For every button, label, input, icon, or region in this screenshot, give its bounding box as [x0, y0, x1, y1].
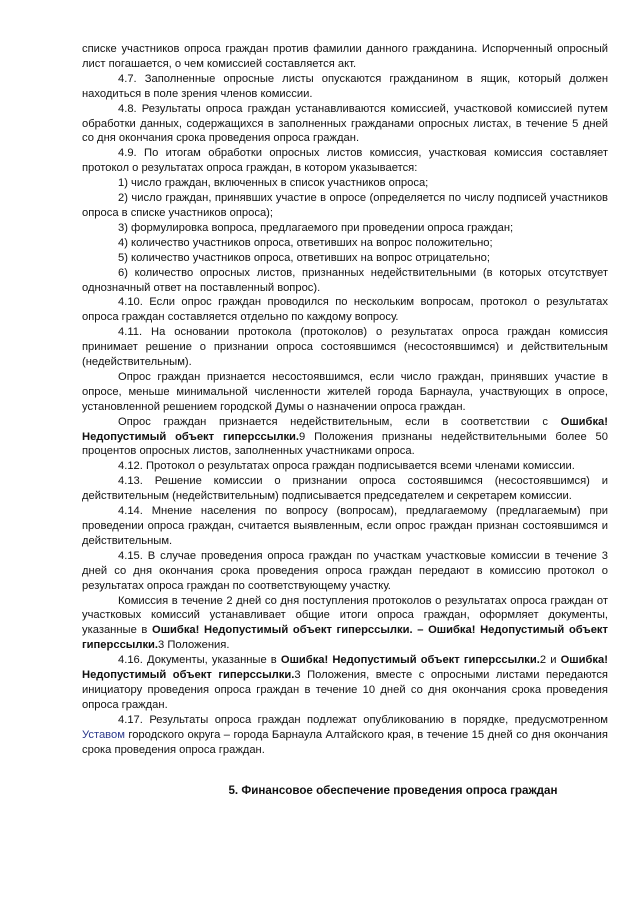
paragraph	[82, 415, 608, 460]
broken-hyperlink-text: Ошибка! Недопустимый объект гиперссылки. – Ошибка! Недопустимый объект гиперссылки.	[82, 624, 608, 652]
document-body	[82, 42, 608, 758]
paragraph-text: 4.11. На основании протокола (протоколов) о результатах опроса граждан комиссия принимает решение о признании опроса состоявшимся (несостоявшимся) и действительным (недействительным).	[82, 326, 608, 369]
paragraph	[82, 459, 608, 474]
paragraph-text: 4.16. Документы, указанные в	[118, 654, 281, 667]
paragraph-text: Комиссия в течение 2 дней со дня поступления протоколов о результатах опроса граждан от участковых комиссий устанавливает общие итоги опроса граждан, оформляет документы, указанные в	[82, 594, 608, 637]
section-heading: 5. Финансовое обеспечение проведения опроса граждан	[228, 783, 558, 797]
paragraph	[82, 191, 608, 221]
paragraph-text: 3 Положения, вместе с опросными листами передаются инициатору проведения опроса граждан в течение 10 дней со дня окончания срока проведения опроса граждан.	[82, 669, 608, 711]
paragraph	[82, 653, 608, 713]
paragraph	[82, 325, 608, 370]
paragraph-text: 2) число граждан, принявших участие в опросе (определяется по числу подписей участников опроса в списке участников опроса);	[82, 192, 608, 219]
charter-link[interactable]: Уставом	[82, 728, 125, 741]
paragraph-text: 4.8. Результаты опроса граждан устанавливаются комиссией, участковой комиссией путем обработки данных, содержащихся в заполненных гражданами опросных листах, в течение 5 дней со дня окончания срока проведения опроса граждан.	[82, 102, 608, 145]
paragraph-text: 4.15. В случае проведения опроса граждан по участкам участковые комиссии в течение 3 дней со дня окончания срока проведения опроса граждан передают в комиссию протокол о результатах опроса граждан по соответствующему участку.	[82, 549, 608, 592]
paragraph-text: Опрос граждан признается недействительным, если в соответствии с	[118, 415, 561, 428]
paragraph	[82, 370, 608, 415]
paragraph	[82, 549, 608, 594]
paragraph-text: 4.9. По итогам обработки опросных листов комиссия, участковая комиссия составляет протокол о результатах опроса граждан, в котором указывается:	[82, 147, 608, 175]
paragraph	[82, 474, 608, 504]
paragraph	[82, 221, 608, 236]
broken-hyperlink-text: Ошибка! Недопустимый объект гиперссылки.	[82, 654, 608, 682]
paragraph-text: 4.10. Если опрос граждан проводился по нескольким вопросам, протокол о результатах опроса граждан составляется отдельно по каждому вопросу.	[82, 296, 608, 324]
paragraph-text: 4) количество участников опроса, ответивших на вопрос положительно;	[118, 236, 493, 249]
paragraph	[82, 266, 608, 296]
broken-hyperlink-text: Ошибка! Недопустимый объект гиперссылки.	[280, 654, 540, 667]
paragraph-text: 4.12. Протокол о результатах опроса граждан подписывается всеми членами комиссии.	[118, 460, 575, 473]
paragraph	[82, 146, 608, 176]
paragraph-text: 4.14. Мнение населения по вопросу (вопросам), предлагаемому (предлагаемым) при проведении опроса граждан, считается выявленным, если опрос граждан признан состоявшимся и действительным.	[82, 505, 608, 547]
paragraph-text: 2 и	[539, 654, 561, 667]
paragraph-text: 5) количество участников опроса, ответивших на вопрос отрицательно;	[118, 251, 491, 264]
paragraph	[82, 251, 608, 266]
paragraph	[82, 236, 608, 251]
paragraph	[82, 42, 608, 72]
paragraph	[82, 594, 608, 654]
paragraph-text: 6) количество опросных листов, признанных недействительными (в которых отсутствует однозначный ответ на поставленный вопрос).	[82, 266, 608, 294]
paragraph-text: городского округа – города Барнаула Алтайского края, в течение 15 дней со дня окончания срока проведения опроса граждан.	[82, 728, 608, 756]
paragraph-text: Опрос граждан признается несостоявшимся, если число граждан, принявших участие в опросе, меньше минимальной численности жителей города Барнаула, участвующих в опросе, установленной решением городской Думы о назначении опроса граждан.	[82, 370, 608, 413]
paragraph-text: 4.17. Результаты опроса граждан подлежат опубликованию в порядке, предусмотренном	[118, 713, 608, 726]
paragraph-text: списке участников опроса граждан против фамилии данного гражданина. Испорченный опросный лист погашается, о чем комиссией составляется акт.	[82, 43, 608, 70]
paragraph-text: 4.7. Заполненные опросные листы опускаются гражданином в ящик, который должен находиться в поле зрения членов комиссии.	[82, 72, 608, 100]
paragraph	[82, 102, 608, 147]
paragraph	[82, 295, 608, 325]
paragraph	[82, 504, 608, 549]
paragraph	[82, 72, 608, 102]
paragraph-text: 4.13. Решение комиссии о признании опроса состоявшимся (несостоявшимся) и действительным (недействительным) подписывается председателем и секретарем комиссии.	[82, 475, 608, 503]
paragraph	[82, 176, 608, 191]
paragraph-text: 9 Положения признаны недействительными более 50 процентов опросных листов, заполненных участниками опроса.	[82, 430, 608, 458]
paragraph-text: 3 Положения.	[158, 639, 230, 652]
broken-hyperlink-text: Ошибка! Недопустимый объект гиперссылки.	[82, 415, 608, 443]
paragraph-text: 3) формулировка вопроса, предлагаемого при проведении опроса граждан;	[118, 221, 514, 234]
paragraph-text: 1) число граждан, включенных в список участников опроса;	[118, 177, 429, 190]
paragraph	[82, 713, 608, 758]
